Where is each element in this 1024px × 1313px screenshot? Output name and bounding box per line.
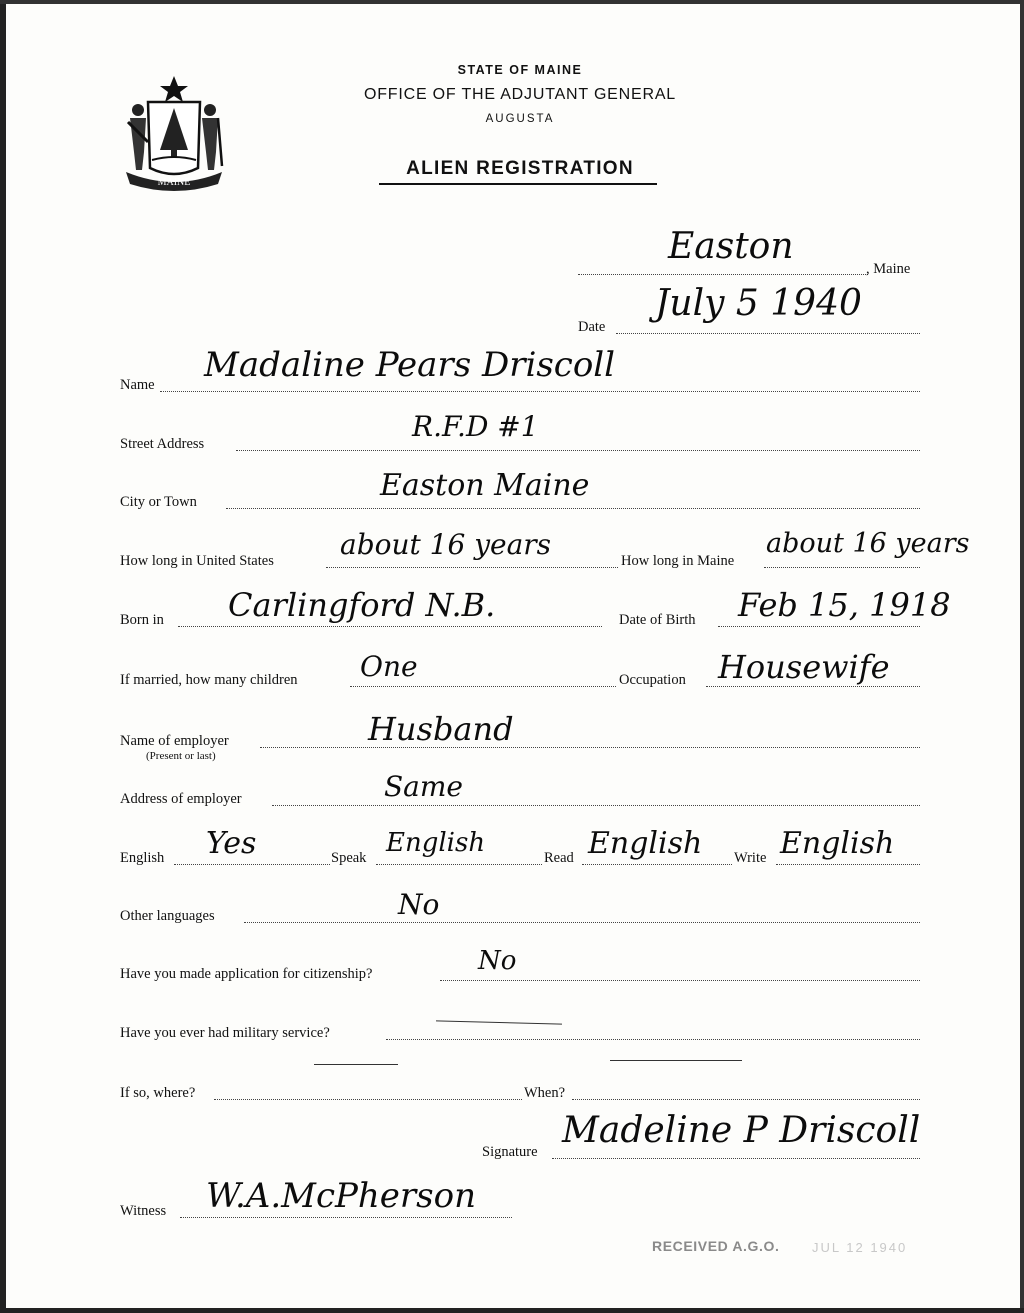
how-long-maine-label: How long in Maine	[621, 553, 735, 569]
date-of-birth-entry: Feb 15, 1918	[738, 586, 951, 624]
street-label: Street Address	[120, 436, 205, 452]
employer-address-line	[272, 805, 920, 806]
citizenship-entry: No	[478, 946, 517, 976]
town-line	[578, 274, 868, 275]
speak-label: Speak	[331, 850, 367, 866]
read-label: Read	[544, 850, 574, 866]
other-languages-entry: No	[398, 888, 440, 921]
how-long-us-label: How long in United States	[120, 553, 274, 569]
witness-line	[180, 1217, 512, 1218]
signature-line	[552, 1158, 920, 1159]
street-entry: R.F.D #1	[412, 410, 539, 443]
write-line	[776, 864, 920, 865]
employer-sublabel: (Present or last)	[146, 750, 216, 762]
occupation-label: Occupation	[619, 672, 686, 688]
how-long-maine-line	[764, 567, 920, 568]
other-languages-line	[244, 922, 920, 923]
how-long-us-entry: about 16 years	[340, 528, 552, 561]
write-label: Write	[734, 850, 767, 866]
title-underline	[379, 183, 657, 185]
town-entry: Easton	[668, 226, 794, 267]
witness-label: Witness	[120, 1203, 167, 1219]
where-line	[214, 1099, 522, 1100]
employer-address-label: Address of employer	[120, 791, 242, 807]
born-in-entry: Carlingford N.B.	[228, 586, 496, 624]
where-dash-mark	[314, 1064, 398, 1065]
speak-line	[376, 864, 542, 865]
name-label: Name	[120, 377, 155, 393]
scan-border-left	[0, 0, 6, 1313]
date-entry: July 5 1940	[655, 283, 862, 324]
scan-border-bottom	[0, 1308, 1024, 1313]
scan-border-right	[1020, 0, 1024, 1313]
military-dash-mark	[436, 1020, 562, 1024]
office-heading: OFFICE OF THE ADJUTANT GENERAL	[363, 86, 677, 103]
children-entry: One	[360, 650, 418, 683]
city-entry: Easton Maine	[380, 468, 590, 503]
children-label: If married, how many children	[120, 672, 298, 688]
witness-entry: W.A.McPherson	[206, 1176, 476, 1216]
born-in-line	[178, 626, 602, 627]
city-line	[226, 508, 920, 509]
occupation-line	[706, 686, 920, 687]
when-line	[572, 1099, 920, 1100]
maine-label: , Maine	[866, 261, 911, 277]
city-heading: AUGUSTA	[485, 113, 555, 125]
city-label: City or Town	[120, 494, 197, 510]
citizenship-line	[440, 980, 920, 981]
maine-seal-icon	[118, 72, 230, 194]
employer-line	[260, 747, 920, 748]
write-entry: English	[780, 826, 895, 861]
name-entry: Madaline Pears Driscoll	[204, 345, 616, 385]
english-line	[174, 864, 330, 865]
citizenship-label: Have you made application for citizenship?	[120, 966, 373, 982]
received-stamp-date: JUL 12 1940	[812, 1240, 908, 1255]
date-of-birth-line	[718, 626, 920, 627]
form-title: ALIEN REGISTRATION	[406, 158, 634, 179]
occupation-entry: Housewife	[718, 648, 890, 686]
read-line	[582, 864, 732, 865]
english-label: English	[120, 850, 165, 866]
born-in-label: Born in	[120, 612, 164, 628]
how-long-us-line	[326, 567, 618, 568]
when-label: When?	[524, 1085, 566, 1101]
scan-border-top	[0, 0, 1024, 4]
children-line	[350, 686, 616, 687]
date-label: Date	[578, 319, 606, 335]
military-label: Have you ever had military service?	[120, 1025, 330, 1041]
signature-entry: Madeline P Driscoll	[562, 1110, 921, 1151]
english-entry: Yes	[206, 826, 257, 861]
when-dash-mark	[610, 1060, 742, 1061]
where-label: If so, where?	[120, 1085, 196, 1101]
signature-label: Signature	[482, 1144, 538, 1160]
street-line	[236, 450, 920, 451]
military-line	[386, 1039, 920, 1040]
employer-address-entry: Same	[384, 770, 463, 803]
employer-label: Name of employer	[120, 733, 229, 749]
date-line	[616, 333, 920, 334]
name-line	[160, 391, 920, 392]
how-long-maine-entry: about 16 years	[766, 528, 970, 559]
read-entry: English	[588, 826, 703, 861]
other-languages-label: Other languages	[120, 908, 215, 924]
received-stamp: RECEIVED A.G.O.	[652, 1238, 780, 1254]
employer-entry: Husband	[368, 710, 514, 748]
svg-text:MAINE: MAINE	[157, 177, 191, 188]
date-of-birth-label: Date of Birth	[619, 612, 696, 628]
state-heading: STATE OF MAINE	[457, 63, 583, 77]
speak-entry: English	[386, 828, 486, 858]
